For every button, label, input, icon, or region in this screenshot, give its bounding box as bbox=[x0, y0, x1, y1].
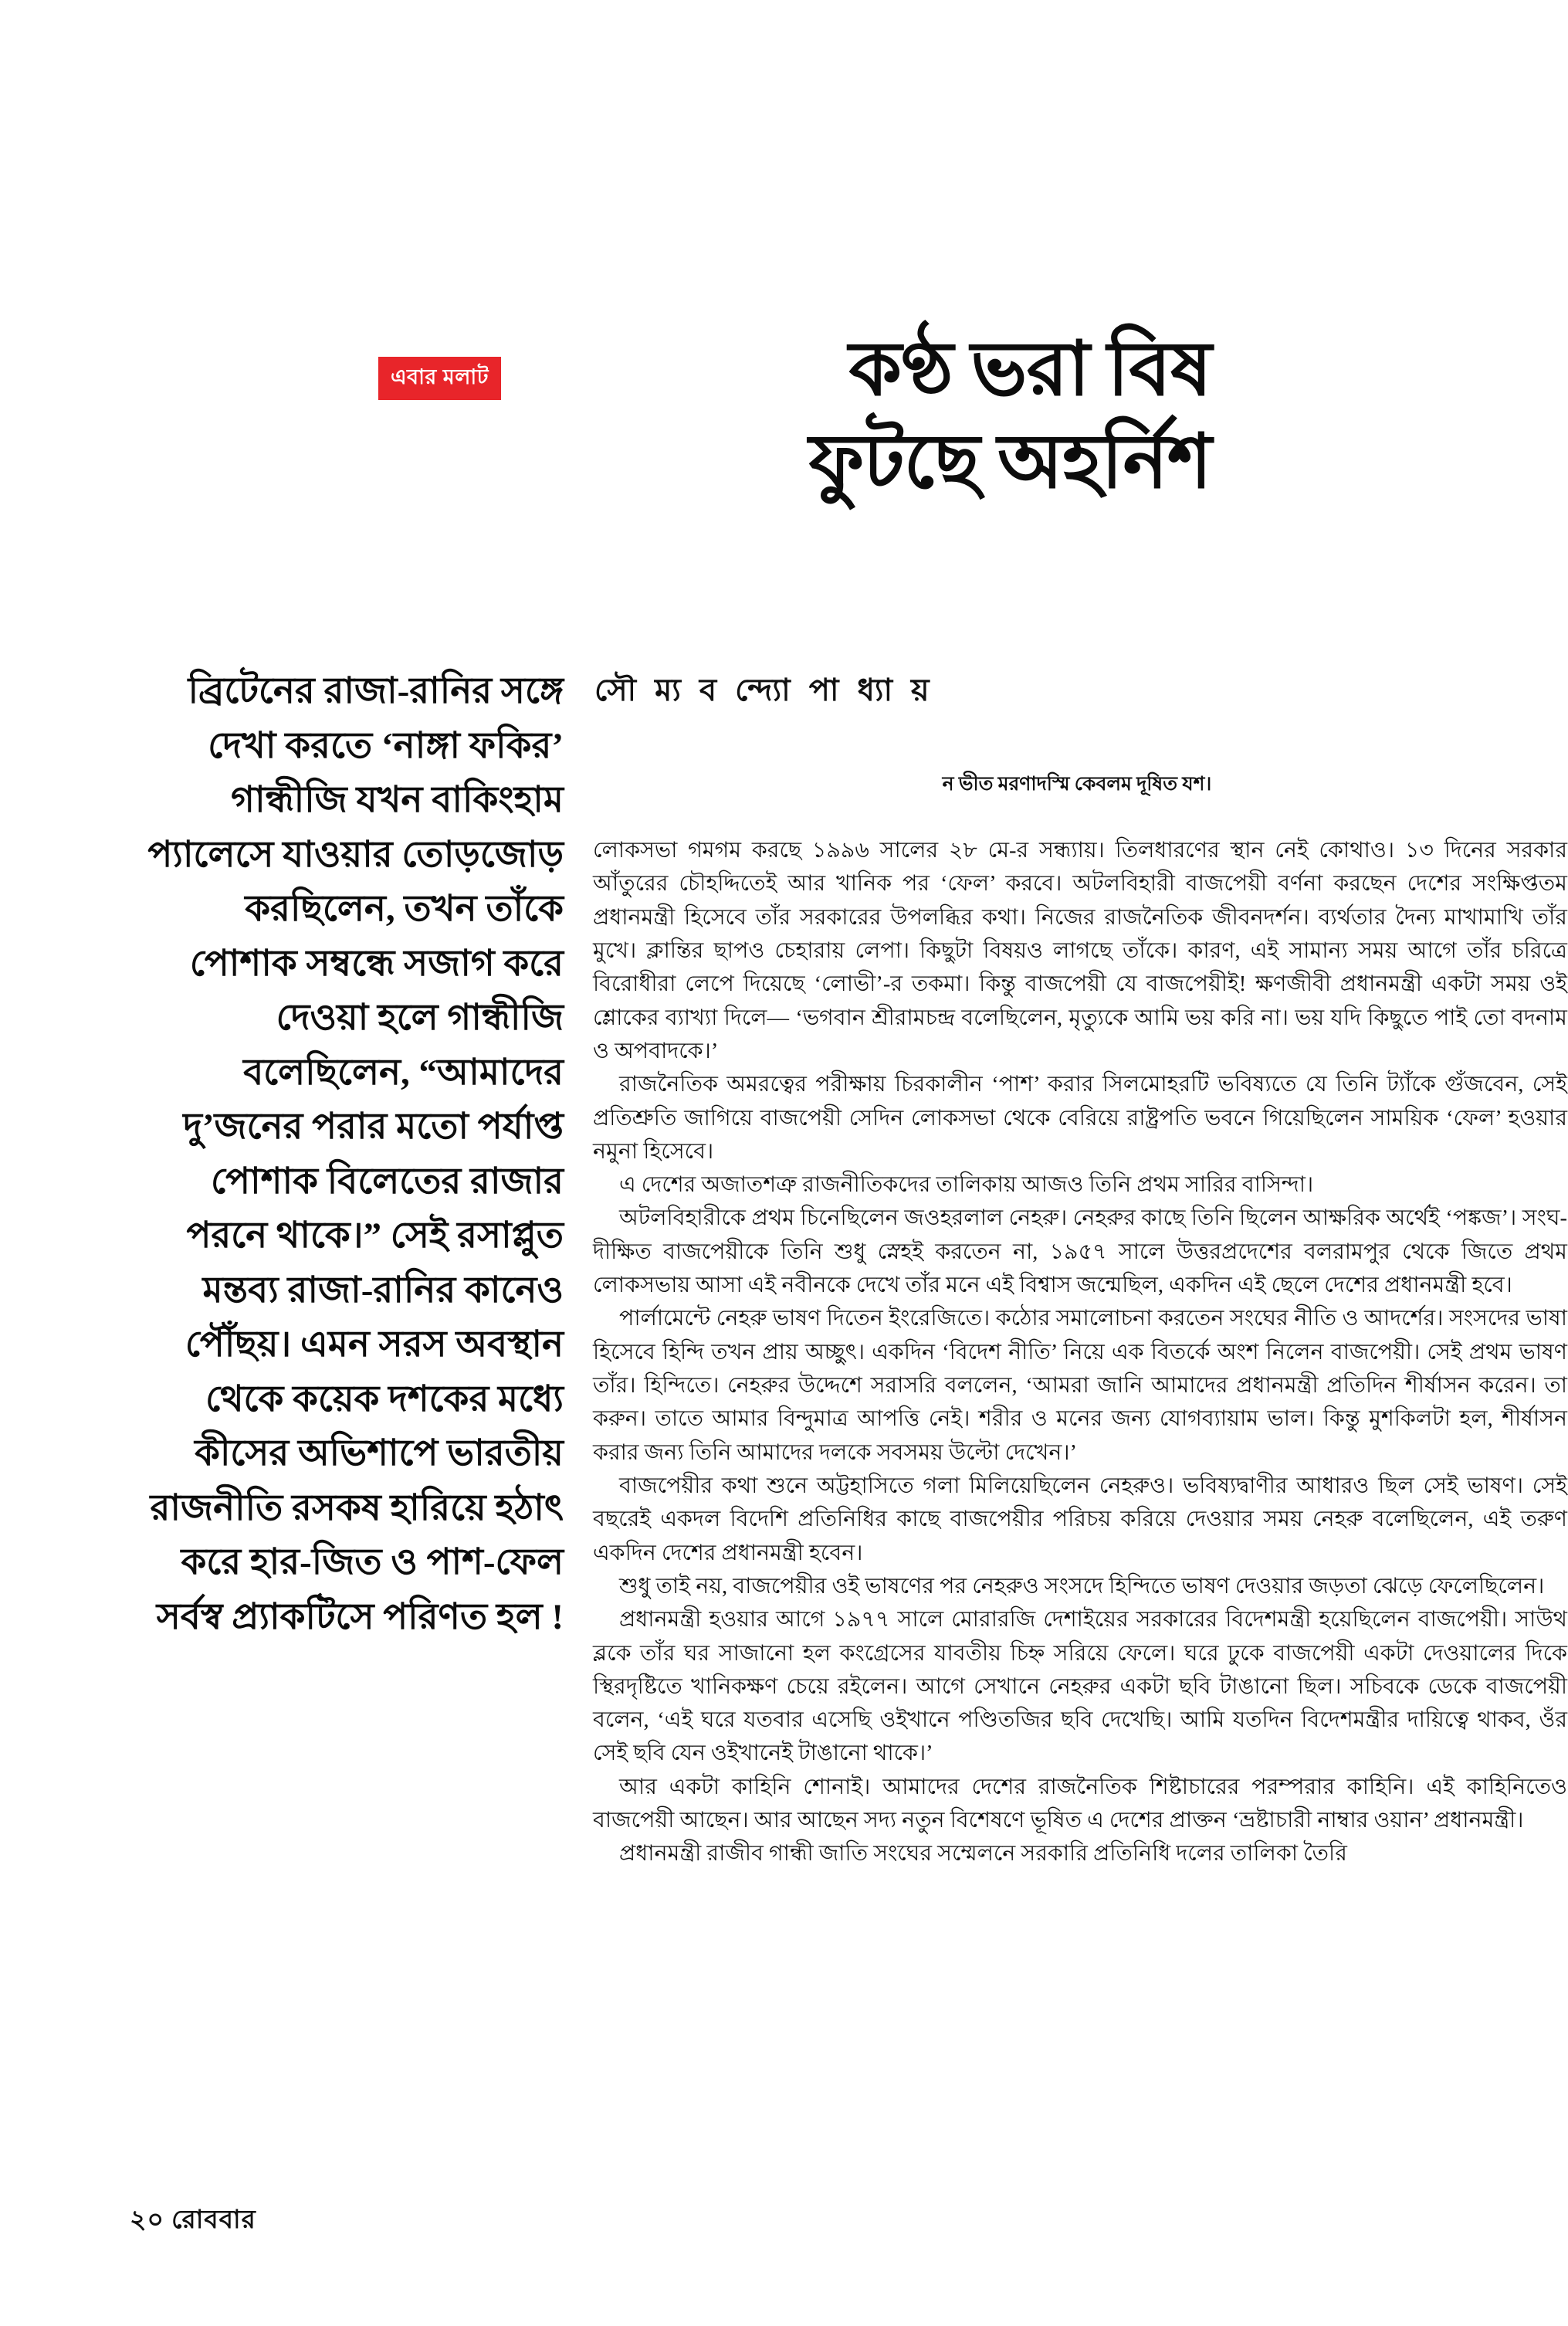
body-paragraph: এ দেশের অজাতশত্রু রাজনীতিকদের তালিকায় আজও তিনি প্রথম সারির বাসিন্দা। bbox=[619, 1173, 1314, 1198]
article-header bbox=[378, 324, 1258, 509]
body-paragraph: বাজপেয়ীর কথা শুনে অট্টহাসিতে গলা মিলিয়েছিলেন নেহরুও। ভবিষ্যদ্বাণীর আধারও ছিল সেই ভাষণ। সেই বছরেই একদল বিদেশি প্রতিনিধির কাছে বাজপেয়ীর পরিচয় করিয়ে দেওয়ার সময় নেহরু বলেছিলেন, এই তরুণ একদিন দেশের প্রধানমন্ত্রী হবেন। bbox=[593, 1473, 1567, 1565]
article-body bbox=[593, 834, 1567, 1871]
body-paragraph: অটলবিহারীকে প্রথম চিনেছিলেন জওহরলাল নেহরু। নেহরুর কাছে তিনি ছিলেন আক্ষরিক অর্থেই ‘পঙ্কজ’। সংঘ-দীক্ষিত বাজপেয়ীকে তিনি শুধু স্নেহই করতেন না, ১৯৫৭ সালে উত্তরপ্রদেশের বলরামপুর থেকে জিতে প্রথম লোকসভায় আসা এই নবীনকে দেখে তাঁর মনে এই বিশ্বাস জন্মেছিল, একদিন এই ছেলে দেশের প্রধানমন্ত্রী হবে। bbox=[593, 1206, 1567, 1298]
section-kicker: এবার মলাট bbox=[378, 357, 501, 400]
headline-line-1: কণ্ঠ ভরা বিষ bbox=[848, 328, 1211, 412]
headline-line-2: ফুটছে অহর্নিশ bbox=[808, 420, 1211, 504]
page-folio: ২০ রোববার bbox=[130, 2206, 256, 2234]
body-paragraph: রাজনৈতিক অমরত্বের পরীক্ষায় চিরকালীন ‘পাশ’ করার সিলমোহরটি ভবিষ্যতে যে তিনি ট্যাঁকে গুঁজবেন, সেই প্রতিশ্রুতি জাগিয়ে বাজপেয়ী সেদিন লোকসভা থেকে বেরিয়ে রাষ্ট্রপতি ভবনে গিয়েছিলেন সাময়িক ‘ফেল’ হওয়ার নমুনা হিসেবে। bbox=[593, 1073, 1567, 1164]
byline: সৌ ম্য ব ন্দ্যো পা ধ্যা য় bbox=[594, 673, 935, 707]
body-paragraph: প্রধানমন্ত্রী হওয়ার আগে ১৯৭৭ সালে মোরারজি দেশাইয়ের সরকারের বিদেশমন্ত্রী হয়েছিলেন বাজপেয়ী। সাউথ ব্লকে তাঁর ঘর সাজানো হল কংগ্রেসের যাবতীয় চিহ্ন সরিয়ে ফেলে। ঘরে ঢুকে বাজপেয়ী একটা দেওয়ালের দিকে স্থিরদৃষ্টিতে খানিকক্ষণ চেয়ে রইলেন। আগে সেখানে নেহরুর একটা ছবি টাঙানো ছিল। সচিবকে ডেকে বাজপেয়ী বলেন, ‘এই ঘরে যতবার এসেছি ওইখানে পণ্ডিতজির ছবি দেখেছি। আমি যতদিন বিদেশমন্ত্রীর দায়িত্বে থাকব, ওঁর সেই ছবি যেন ওইখানেই টাঙানো থাকে।’ bbox=[593, 1608, 1567, 1766]
standfirst-intro: ব্রিটেনের রাজা-রানির সঙ্গে দেখা করতে ‘নাঙ্গা ফকির’ গান্ধীজি যখন বাকিংহাম প্যালেসে যাওয়ার তোড়জোড় করছিলেন, তখন তাঁকে পোশাক সম্বন্ধে সজাগ করে দেওয়া হলে গান্ধীজি বলেছিলেন, “আমাদের দু’জনের পরার মতো পর্যাপ্ত পোশাক বিলেতের রাজার পরনে থাকে।” সেই রসাপ্লুত মন্তব্য রাজা-রানির কানেও পৌঁছয়। এমন সরস অবস্থান থেকে কয়েক দশকের মধ্যে কীসের অভিশাপে ভারতীয় রাজনীতি রসকষ হারিয়ে হঠাৎ করে হার-জিত ও পাশ-ফেল সর্বস্ব প্র্যাকটিসে পরিণত হল ! bbox=[147, 671, 564, 1637]
page-title bbox=[532, 324, 1211, 509]
body-paragraph: প্রধানমন্ত্রী রাজীব গান্ধী জাতি সংঘের সম্মেলনে সরকারি প্রতিনিধি দলের তালিকা তৈরি bbox=[619, 1842, 1347, 1867]
body-paragraph: লোকসভা গমগম করছে ১৯৯৬ সালের ২৮ মে-র সন্ধ্যায়। তিলধারণের স্থান নেই কোথাও। ১৩ দিনের সরকার আঁতুরের চৌহদ্দিতেই আর খানিক পর ‘ফেল’ করবে। অটলবিহারী বাজপেয়ী বর্ণনা করছেন দেশের সংক্ষিপ্ততম প্রধানমন্ত্রী হিসেবে তাঁর সরকারের উপলব্ধির কথা। নিজের রাজনৈতিক জীবনদর্শন। ব্যর্থতার দৈন্য মাখামাখি তাঁর মুখে। ক্লান্তির ছাপও চেহারায় লেপা। কিছুটা বিষয়ও লাগছে তাঁকে। কারণ, এই সামান্য সময় আগে তাঁর চরিত্রে বিরোধীরা লেপে দিয়েছে ‘লোভী’-র তকমা। কিন্তু বাজপেয়ী যে বাজপেয়ীই! ক্ষণজীবী প্রধানমন্ত্রী একটা সময় ওই শ্লোকের ব্যাখ্যা দিলে— ‘ভগবান শ্রীরামচন্দ্র বলেছিলেন, মৃত্যুকে আমি ভয় করি না। ভয় যদি কিছুতে পাই তো বদনাম ও অপবাদকে।’ bbox=[593, 839, 1567, 1063]
body-paragraph: শুধু তাই নয়, বাজপেয়ীর ওই ভাষণের পর নেহরুও সংসদে হিন্দিতে ভাষণ দেওয়ার জড়তা ঝেড়ে ফেলেছিলেন। bbox=[619, 1574, 1545, 1599]
epigraph-quote: ন ভীত মরণাদস্মি কেবলম দূষিত যশ। bbox=[942, 774, 1212, 795]
body-paragraph: আর একটা কাহিনি শোনাই। আমাদের দেশের রাজনৈতিক শিষ্টাচারের পরম্পরার কাহিনি। এই কাহিনিতেও বাজপেয়ী আছেন। আর আছেন সদ্য নতুন বিশেষণে ভূষিত এ দেশের প্রাক্তন ‘ভ্রষ্টাচারী নাম্বার ওয়ান’ প্রধানমন্ত্রী। bbox=[593, 1775, 1567, 1833]
body-paragraph: পার্লামেন্টে নেহরু ভাষণ দিতেন ইংরেজিতে। কঠোর সমালোচনা করতেন সংঘের নীতি ও আদর্শের। সংসদের ভাষা হিসেবে হিন্দি তখন প্রায় অচ্ছুৎ। একদিন ‘বিদেশ নীতি’ নিয়ে এক বিতর্কে অংশ নিলেন বাজপেয়ী। সেই প্রথম ভাষণ তাঁর। হিন্দিতে। নেহরুর উদ্দেশে সরাসরি বললেন, ‘আমরা জানি আমাদের প্রধানমন্ত্রী প্রতিদিন শীর্ষাসন করেন। তা করুন। তাতে আমার বিন্দুমাত্র আপত্তি নেই। শরীর ও মনের জন্য যোগব্যায়াম ভাল। কিন্তু মুশকিলটা হল, শীর্ষাসন করার জন্য তিনি আমাদের দলকে সবসময় উল্টো দেখেন।’ bbox=[593, 1307, 1567, 1465]
